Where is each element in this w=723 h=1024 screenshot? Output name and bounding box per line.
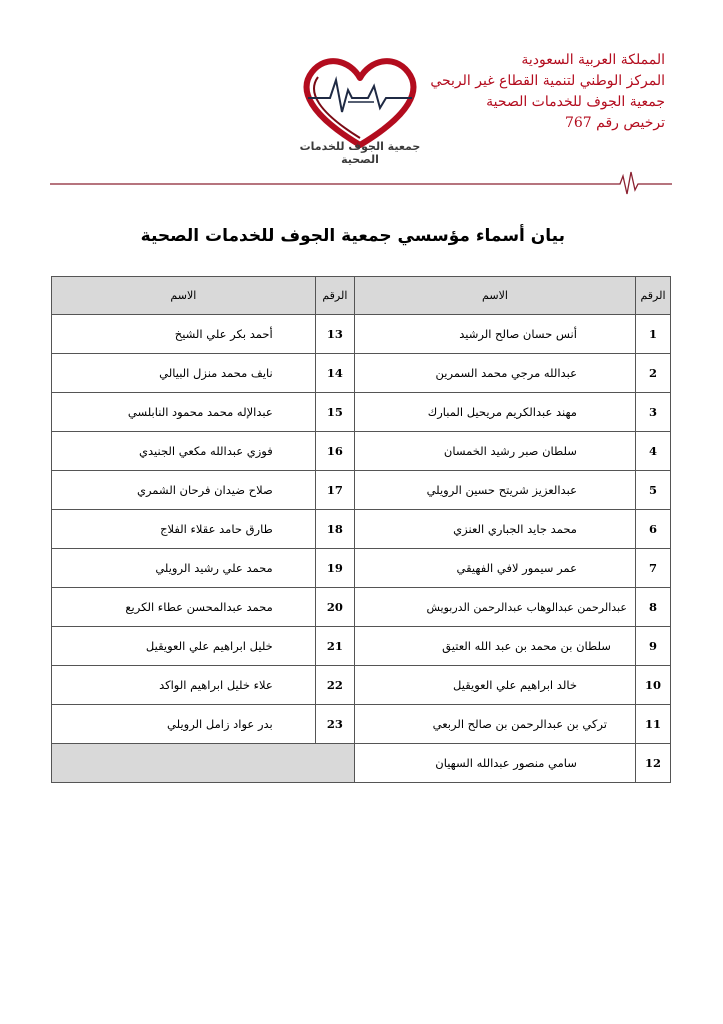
row-number: 22 xyxy=(315,666,354,705)
founder-name: تركي بن عبدالرحمن بن صالح الربعي xyxy=(355,705,636,744)
row-number: 16 xyxy=(315,432,354,471)
founder-name: مهند عبدالكريم مريحيل المبارك xyxy=(355,393,636,432)
table-row xyxy=(52,393,671,432)
header-number-left: الرقم xyxy=(315,277,354,315)
organization-header xyxy=(430,50,665,134)
table-row xyxy=(52,510,671,549)
row-number: 9 xyxy=(635,627,670,666)
founder-name: نايف محمد منزل البيالي xyxy=(52,354,316,393)
logo-caption: جمعية الجوف للخدمات الصحية xyxy=(299,140,421,166)
founder-name: فوزي عبدالله مكعي الجنيدي xyxy=(52,432,316,471)
founder-name: عبدالرحمن عبدالوهاب عبدالرحمن الدربويش xyxy=(355,588,636,627)
header-number-right: الرقم xyxy=(635,277,670,315)
founder-name: سامي منصور عبدالله السهيان xyxy=(355,744,636,783)
founder-name: محمد علي رشيد الرويلي xyxy=(52,549,316,588)
row-number: 20 xyxy=(315,588,354,627)
table-row xyxy=(52,744,671,783)
founder-name: خالد ابراهيم علي العويقيل xyxy=(355,666,636,705)
row-number: 23 xyxy=(315,705,354,744)
row-number: 4 xyxy=(635,432,670,471)
founder-name: محمد عبدالمحسن عطاء الكريع xyxy=(52,588,316,627)
table-row xyxy=(52,549,671,588)
header-name-right: الاسم xyxy=(355,277,636,315)
founder-name: أحمد بكر علي الشيخ xyxy=(52,315,316,354)
org-line-country: المملكة العربية السعودية xyxy=(521,52,665,68)
table-row xyxy=(52,432,671,471)
row-number: 8 xyxy=(635,588,670,627)
row-number: 6 xyxy=(635,510,670,549)
row-number: 7 xyxy=(635,549,670,588)
founder-name: طارق حامد عقلاء الفلاج xyxy=(52,510,316,549)
row-number: 1 xyxy=(635,315,670,354)
row-number: 13 xyxy=(315,315,354,354)
row-number: 19 xyxy=(315,549,354,588)
founder-name: أنس حسان صالح الرشيد xyxy=(355,315,636,354)
table-row xyxy=(52,354,671,393)
table-row xyxy=(52,588,671,627)
row-number: 10 xyxy=(635,666,670,705)
founder-name: سلطان بن محمد بن عبد الله العتيق xyxy=(355,627,636,666)
row-number: 11 xyxy=(635,705,670,744)
row-number: 2 xyxy=(635,354,670,393)
table-row xyxy=(52,666,671,705)
founder-name: علاء خليل ابراهيم الواكد xyxy=(52,666,316,705)
row-number: 18 xyxy=(315,510,354,549)
founders-table xyxy=(51,276,671,783)
row-number: 21 xyxy=(315,627,354,666)
founder-name: محمد جايد الجباري العنزي xyxy=(355,510,636,549)
document-title: بيان أسماء مؤسسي جمعية الجوف للخدمات الصحية xyxy=(140,226,565,246)
row-number: 17 xyxy=(315,471,354,510)
row-number: 12 xyxy=(635,744,670,783)
header-name-left: الاسم xyxy=(52,277,316,315)
empty-cell xyxy=(52,744,355,783)
org-line-center: المركز الوطني لتنمية القطاع غير الربحي xyxy=(430,73,665,89)
founder-name: بدر عواد زامل الرويلي xyxy=(52,705,316,744)
row-number: 15 xyxy=(315,393,354,432)
table-row xyxy=(52,627,671,666)
founder-name: عبدالله مرجي محمد السمرين xyxy=(355,354,636,393)
org-line-association: جمعية الجوف للخدمات الصحية xyxy=(486,94,665,110)
founder-name: سلطان صبر رشيد الخمسان xyxy=(355,432,636,471)
row-number: 3 xyxy=(635,393,670,432)
row-number: 5 xyxy=(635,471,670,510)
header-divider xyxy=(50,168,672,198)
org-line-license: ترخيص رقم 767 xyxy=(564,115,665,131)
table-row xyxy=(52,315,671,354)
founder-name: عمر سيمور لافي الفهيقي xyxy=(355,549,636,588)
founder-name: صلاح ضيدان فرحان الشمري xyxy=(52,471,316,510)
founder-name: عبدالعزيز شريتح حسين الرويلي xyxy=(355,471,636,510)
table-row xyxy=(52,471,671,510)
row-number: 14 xyxy=(315,354,354,393)
table-header-row xyxy=(52,277,671,315)
founder-name: خليل ابراهيم علي العويقيل xyxy=(52,627,316,666)
table-row xyxy=(52,705,671,744)
founder-name: عبدالإله محمد محمود النابلسي xyxy=(52,393,316,432)
